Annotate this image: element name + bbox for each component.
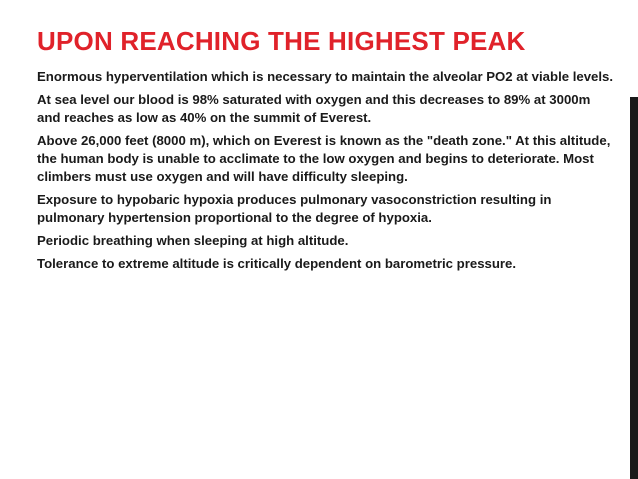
bullet-item: Exposure to hypobaric hypoxia produces pulmonary vasoconstriction resulting in pulmonary hypertension proportional to the degree of hypoxia. <box>37 192 552 225</box>
slide-title: UPON REACHING THE HIGHEST PEAK <box>37 26 526 56</box>
bullet-list <box>37 68 617 278</box>
bullet-item: Periodic breathing when sleeping at high altitude. <box>37 233 349 248</box>
decorative-side-bar <box>630 97 638 479</box>
bullet-item: Tolerance to extreme altitude is critically dependent on barometric pressure. <box>37 256 517 271</box>
bullet-item: At sea level our blood is 98% saturated with oxygen and this decreases to 89% at 3000m and reaches as low as 40% on the summit of Everest. <box>37 92 591 125</box>
bullet-item: Above 26,000 feet (8000 m), which on Everest is known as the "death zone." At this altitude, the human body is unable to acclimate to the low oxygen and begins to deteriorate. Most climbers must use oxygen and will have difficulty sleeping. <box>37 133 611 184</box>
bullet-item: Enormous hyperventilation which is necessary to maintain the alveolar PO2 at viable levels. <box>37 69 614 84</box>
